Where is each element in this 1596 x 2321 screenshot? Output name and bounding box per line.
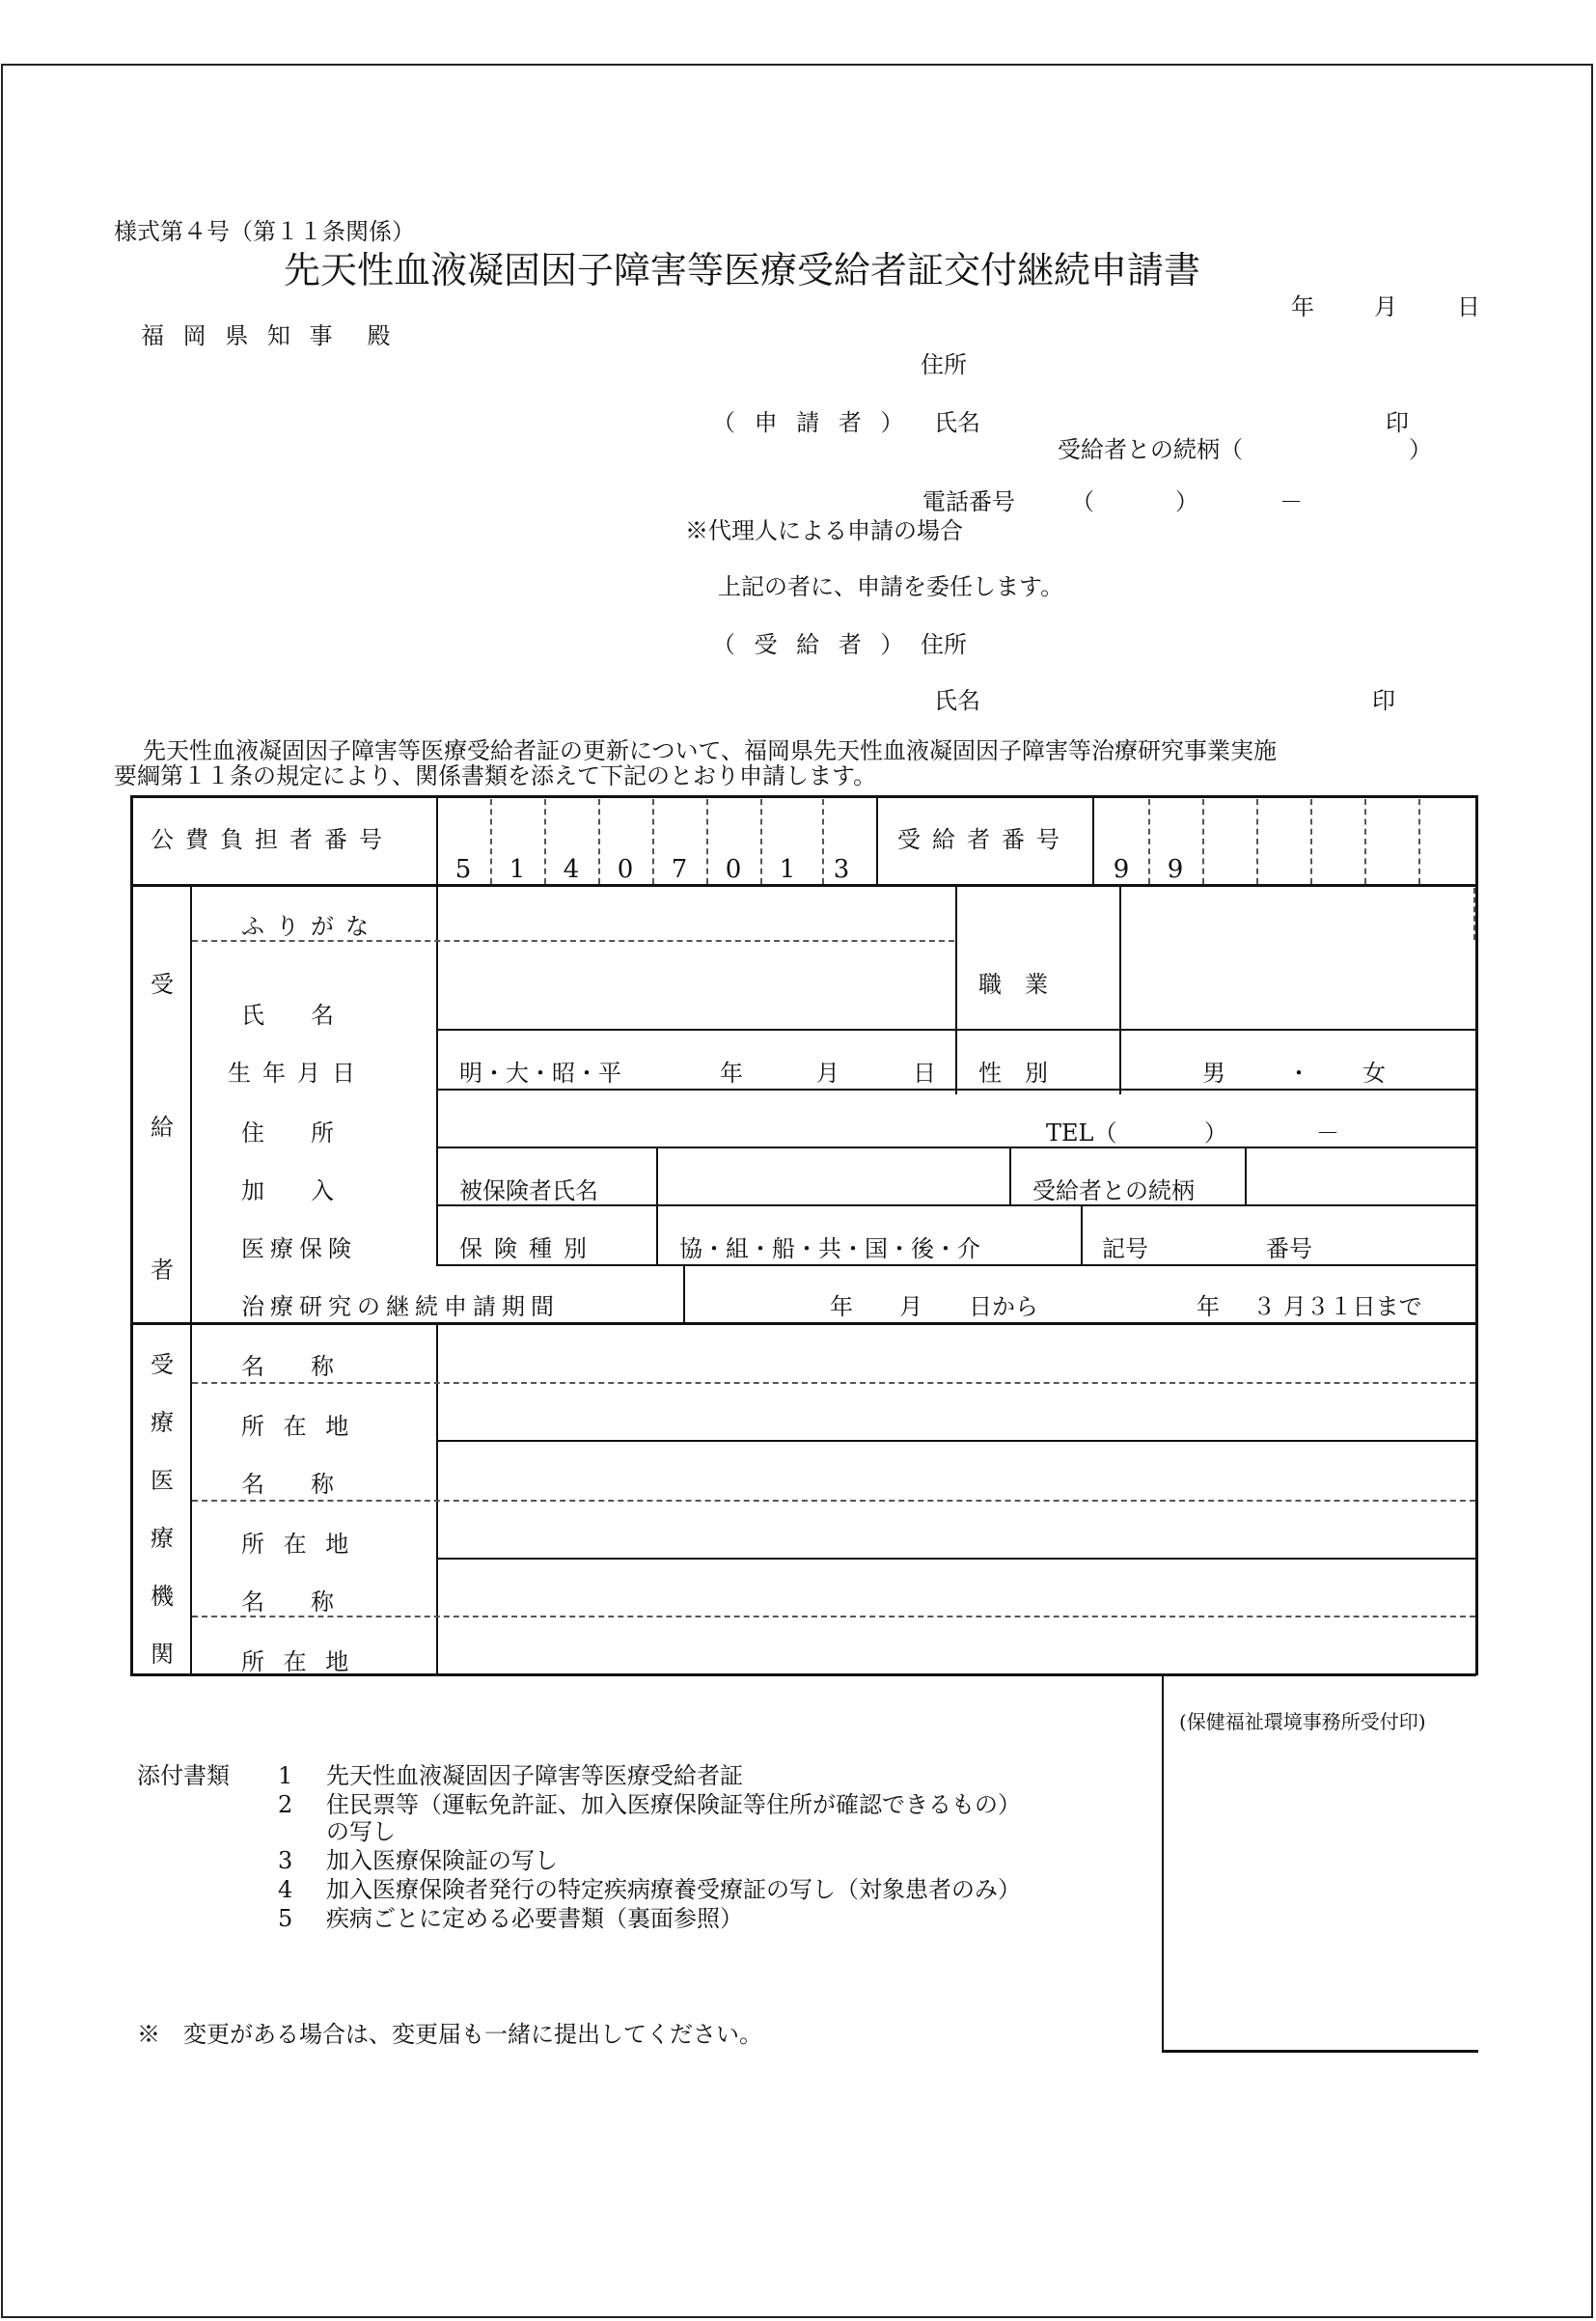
public-expense-digit: 0 xyxy=(617,855,634,884)
intro-line1: 先天性血液凝固因子障害等医療受給者証の更新について、福岡県先天性血液凝固因子障害等治療研究事業実施 xyxy=(143,737,1278,764)
public-expense-label: 公費負担者番号 xyxy=(151,826,394,853)
addressee: 福 岡 県 知 事 殿 xyxy=(141,322,397,349)
applicant-seal: 印 xyxy=(1386,409,1409,436)
public-expense-digit: 5 xyxy=(454,855,472,884)
sex-dot: ・ xyxy=(1287,1060,1310,1087)
tel-label: TEL（ xyxy=(1046,1119,1117,1147)
recipient-vertical-1: 受 xyxy=(151,971,174,998)
applicant-label: （ 申 請 者 ） xyxy=(712,409,910,436)
address-label: 住 所 xyxy=(241,1119,334,1147)
attachment-num: 3 xyxy=(278,1847,293,1874)
facility-name-label: 名 称 xyxy=(241,1353,334,1380)
facility-location-label: 所 在 地 xyxy=(241,1413,355,1440)
public-expense-digit: 4 xyxy=(563,855,580,884)
form-number: 様式第４号（第１１条関係） xyxy=(114,218,415,245)
proxy-seal: 印 xyxy=(1372,687,1395,714)
tel-dash: － xyxy=(1316,1119,1339,1147)
public-expense-digit: 1 xyxy=(509,855,526,884)
applicant-phone-open: （ xyxy=(1071,488,1094,515)
recipient-vertical-3: 者 xyxy=(151,1257,174,1284)
facility-vertical-5: 機 xyxy=(151,1583,174,1610)
applicant-phone-close: ） xyxy=(1175,488,1198,515)
insured-name-label: 被保険者氏名 xyxy=(459,1177,598,1204)
name-label: 氏 名 xyxy=(241,1002,334,1029)
birth-label: 生年月日 xyxy=(228,1060,367,1087)
attachment-num: 5 xyxy=(278,1905,293,1932)
footer-note: ※ 変更がある場合は、変更届も一緒に提出してください。 xyxy=(137,2021,762,2048)
birth-era: 明・大・昭・平 xyxy=(459,1060,621,1087)
period-from: 年 月 日から xyxy=(830,1293,1038,1320)
facility-vertical-4: 療 xyxy=(151,1525,174,1552)
furigana-label: ふりがな xyxy=(241,913,380,940)
facility-location-label: 所 在 地 xyxy=(241,1531,355,1558)
tel-close: ） xyxy=(1204,1119,1227,1147)
period-to-date: ３ 月３１日まで xyxy=(1252,1293,1422,1320)
birth-day: 日 xyxy=(913,1060,936,1087)
attachment-num: 2 xyxy=(278,1791,293,1818)
attachment-num: 1 xyxy=(278,1762,293,1789)
facility-vertical-3: 医 xyxy=(151,1467,174,1494)
date-month: 月 xyxy=(1374,293,1397,320)
facility-vertical-6: 関 xyxy=(151,1641,174,1668)
insurance-type-label: 保険種別 xyxy=(459,1235,598,1262)
facility-name-label: 名 称 xyxy=(241,1589,334,1616)
applicant-name-label: 氏名 xyxy=(934,409,980,436)
relation-label: 受給者との続柄 xyxy=(1032,1177,1195,1204)
date-day: 日 xyxy=(1457,293,1480,320)
public-expense-digit: 1 xyxy=(779,855,796,884)
applicant-phone-label: 電話番号 xyxy=(922,488,1015,515)
proxy-delegation: 上記の者に、申請を委任します。 xyxy=(718,573,1064,600)
sex-label: 性 別 xyxy=(978,1060,1048,1087)
birth-year: 年 xyxy=(720,1060,743,1087)
attachment-text: 先天性血液凝固因子障害等医療受給者証 xyxy=(326,1762,743,1789)
proxy-note: ※代理人による申請の場合 xyxy=(685,517,963,544)
facility-vertical-1: 受 xyxy=(151,1351,174,1378)
proxy-address-label: 住所 xyxy=(921,631,967,658)
birth-month: 月 xyxy=(816,1060,839,1087)
number-label: 番号 xyxy=(1266,1235,1312,1262)
insurance-types: 協・組・船・共・国・後・介 xyxy=(679,1235,980,1262)
insurance-label: 医療保険 xyxy=(241,1235,357,1262)
page-title: 先天性血液凝固因子障害等医療受給者証交付継続申請書 xyxy=(284,249,1201,291)
recipient-number-digit: 9 xyxy=(1113,855,1130,884)
proxy-recipient-label: （ 受 給 者 ） xyxy=(712,631,910,658)
public-expense-digit: 7 xyxy=(671,855,688,884)
attachment-text: 疾病ごとに定める必要書類（裏面参照） xyxy=(326,1905,743,1932)
period-to-year: 年 xyxy=(1197,1293,1220,1320)
page-border xyxy=(1,64,1593,2318)
intro-line2: 要綱第１１条の規定により、関係書類を添えて下記のとおり申請します。 xyxy=(114,762,877,789)
public-expense-digit: 0 xyxy=(725,855,742,884)
attachments-heading: 添付書類 xyxy=(137,1762,230,1789)
attachment-text: 加入医療保険証の写し xyxy=(326,1847,558,1874)
symbol-label: 記号 xyxy=(1102,1235,1148,1262)
attachment-text: 加入医療保険者発行の特定疾病療養受療証の写し（対象患者のみ） xyxy=(326,1876,1021,1903)
applicant-address-label: 住所 xyxy=(921,351,967,378)
proxy-name-label: 氏名 xyxy=(934,687,980,714)
applicant-relation-close: ） xyxy=(1409,436,1432,463)
sex-male: 男 xyxy=(1202,1060,1225,1087)
insurance-join-label: 加 入 xyxy=(241,1177,334,1204)
recipient-vertical-2: 給 xyxy=(151,1114,174,1141)
stamp-box-label: (保健福祉環境事務所受付印) xyxy=(1179,1710,1426,1733)
occupation-label: 職 業 xyxy=(978,971,1048,998)
applicant-phone-dash: － xyxy=(1280,488,1303,515)
date-year: 年 xyxy=(1291,293,1314,320)
period-label: 治療研究の継続申請期間 xyxy=(241,1293,560,1320)
facility-location-label: 所 在 地 xyxy=(241,1648,355,1675)
applicant-relation-label: 受給者との続柄（ xyxy=(1058,436,1243,463)
recipient-number-digit: 9 xyxy=(1167,855,1184,884)
attachment-num: 4 xyxy=(278,1876,293,1903)
attachment-text: 住民票等（運転免許証、加入医療保険証等住所が確認できるもの） xyxy=(326,1791,1021,1818)
facility-name-label: 名 称 xyxy=(241,1471,334,1498)
recipient-number-label: 受給者番号 xyxy=(897,826,1071,853)
facility-vertical-2: 療 xyxy=(151,1409,174,1436)
public-expense-digit: 3 xyxy=(833,855,850,884)
attachment-text: の写し xyxy=(326,1818,396,1845)
sex-female: 女 xyxy=(1362,1060,1386,1087)
